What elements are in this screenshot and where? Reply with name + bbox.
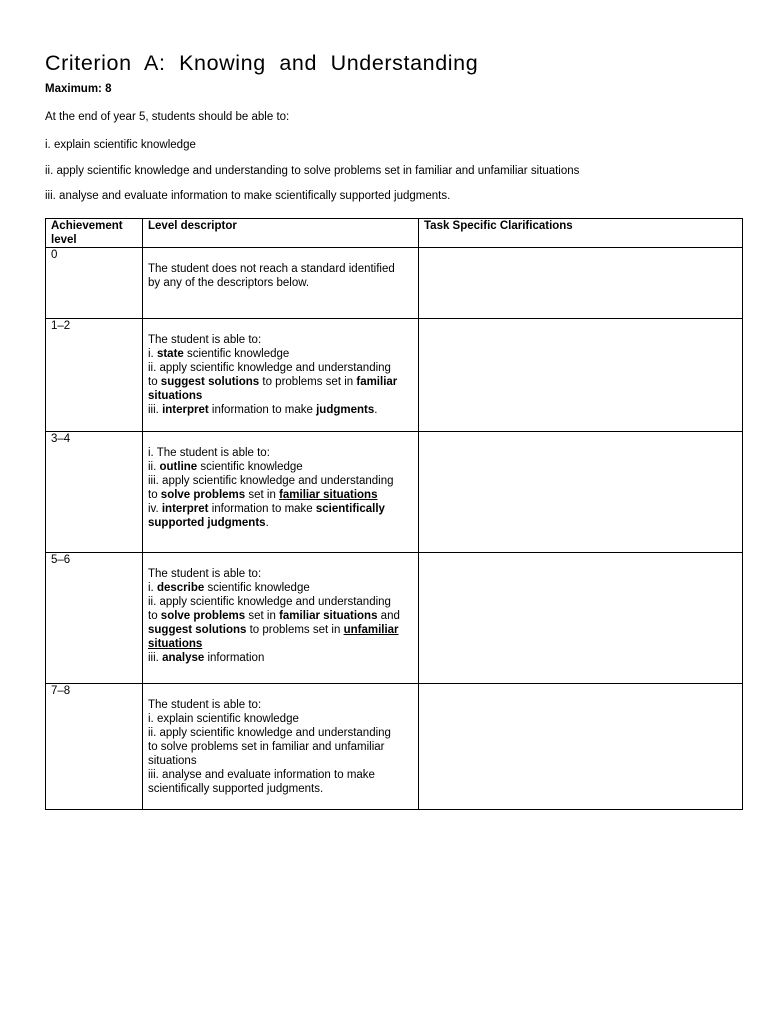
descriptor-line: ii. outline scientific knowledge [148,461,303,473]
clarification-cell[interactable] [419,319,743,432]
descriptor-cell [143,553,419,684]
descriptor-line: by any of the descriptors below. [148,277,310,289]
level-cell: 3–4 [46,432,143,553]
header-level-descriptor: Level descriptor [143,219,419,248]
descriptor-line: i. The student is able to: [148,447,270,459]
emphasized-term: familiar [356,376,398,388]
table-row [46,248,743,319]
descriptor-line: The student is able to: [148,699,262,711]
clarification-cell[interactable] [419,684,743,810]
emphasized-term: situations [148,390,203,402]
descriptor-line: supported judgments. [148,517,269,529]
level-cell: 1–2 [46,319,143,432]
descriptor-line: i. describe scientific knowledge [148,582,310,594]
descriptor-line: ii. apply scientific knowledge and understanding [148,596,391,608]
descriptor-line: The student is able to: [148,568,262,580]
table-row [46,684,743,810]
descriptor-line [148,389,413,403]
table-header-row [46,219,743,248]
emphasized-term: solve problems [160,489,246,501]
descriptor-cell [143,684,419,810]
emphasized-term: suggest solutions [148,624,247,636]
clarification-cell[interactable] [419,248,743,319]
emphasized-term: judgments [316,404,375,416]
rubric-table [45,218,743,810]
descriptor-line: iii. analyse information [148,652,265,664]
emphasized-term: supported judgments [148,517,266,529]
descriptor-line: i. state scientific knowledge [148,348,290,360]
emphasized-term: interpret [162,404,209,416]
emphasized-term: scientifically [315,503,385,515]
descriptor-line: ii. apply scientific knowledge and understanding [148,362,391,374]
intro-line: i. explain scientific knowledge [45,139,196,151]
intro-line: iii. analyse and evaluate information to make scientifically supported judgments. [45,190,451,202]
intro-line: At the end of year 5, students should be able to: [45,111,290,123]
descriptor-cell [143,319,419,432]
descriptor-cell [143,432,419,553]
emphasized-term: suggest solutions [160,376,260,388]
descriptor-line: iv. interpret information to make scientifically [148,503,385,515]
emphasized-term: solve problems [160,610,246,622]
emphasized-term: familiar situations [279,610,378,622]
clarification-cell[interactable] [419,553,743,684]
emphasized-term: familiar situations [279,489,378,501]
emphasized-term: describe [156,582,205,594]
descriptor-line: iii. apply scientific knowledge and understanding [148,475,394,487]
header-achievement-level: Achievement level [46,219,143,248]
descriptor-line: to suggest solutions to problems set in familiar [148,376,398,388]
level-cell: 0 [46,248,143,319]
emphasized-term: interpret [161,503,209,515]
descriptor-line [148,637,413,651]
descriptor-cell [143,248,419,319]
descriptor-line: to solve problems set in familiar and unfamiliar [148,741,385,753]
descriptor-line: scientifically supported judgments. [148,783,324,795]
emphasized-term: unfamiliar [343,624,399,636]
level-cell: 5–6 [46,553,143,684]
descriptor-line: i. explain scientific knowledge [148,713,299,725]
descriptor-line: to solve problems set in familiar situations [148,489,378,501]
table-row [46,319,743,432]
descriptor-line: to solve problems set in familiar situations and [148,610,400,622]
clarification-cell[interactable] [419,432,743,553]
emphasized-term: situations [148,638,203,650]
header-task-clarifications: Task Specific Clarifications [419,219,743,248]
descriptor-line: iii. analyse and evaluate information to make [148,769,375,781]
emphasized-term: state [156,348,184,360]
maximum-score: Maximum: 8 [45,83,112,95]
descriptor-line: situations [148,755,197,767]
table-row [46,553,743,684]
descriptor-line: The student does not reach a standard identified [148,263,395,275]
emphasized-term: outline [159,461,198,473]
table-row [46,432,743,553]
emphasized-term: analyse [162,652,205,664]
descriptor-line: iii. interpret information to make judgments. [148,404,378,416]
descriptor-line: ii. apply scientific knowledge and understanding [148,727,391,739]
descriptor-line: suggest solutions to problems set in unfamiliar [148,624,399,636]
intro-line: ii. apply scientific knowledge and understanding to solve problems set in familiar and unfamiliar situations [45,165,580,177]
level-cell: 7–8 [46,684,143,810]
page-title: Criterion A: Knowing and Understanding [45,51,479,75]
descriptor-line: The student is able to: [148,334,262,346]
